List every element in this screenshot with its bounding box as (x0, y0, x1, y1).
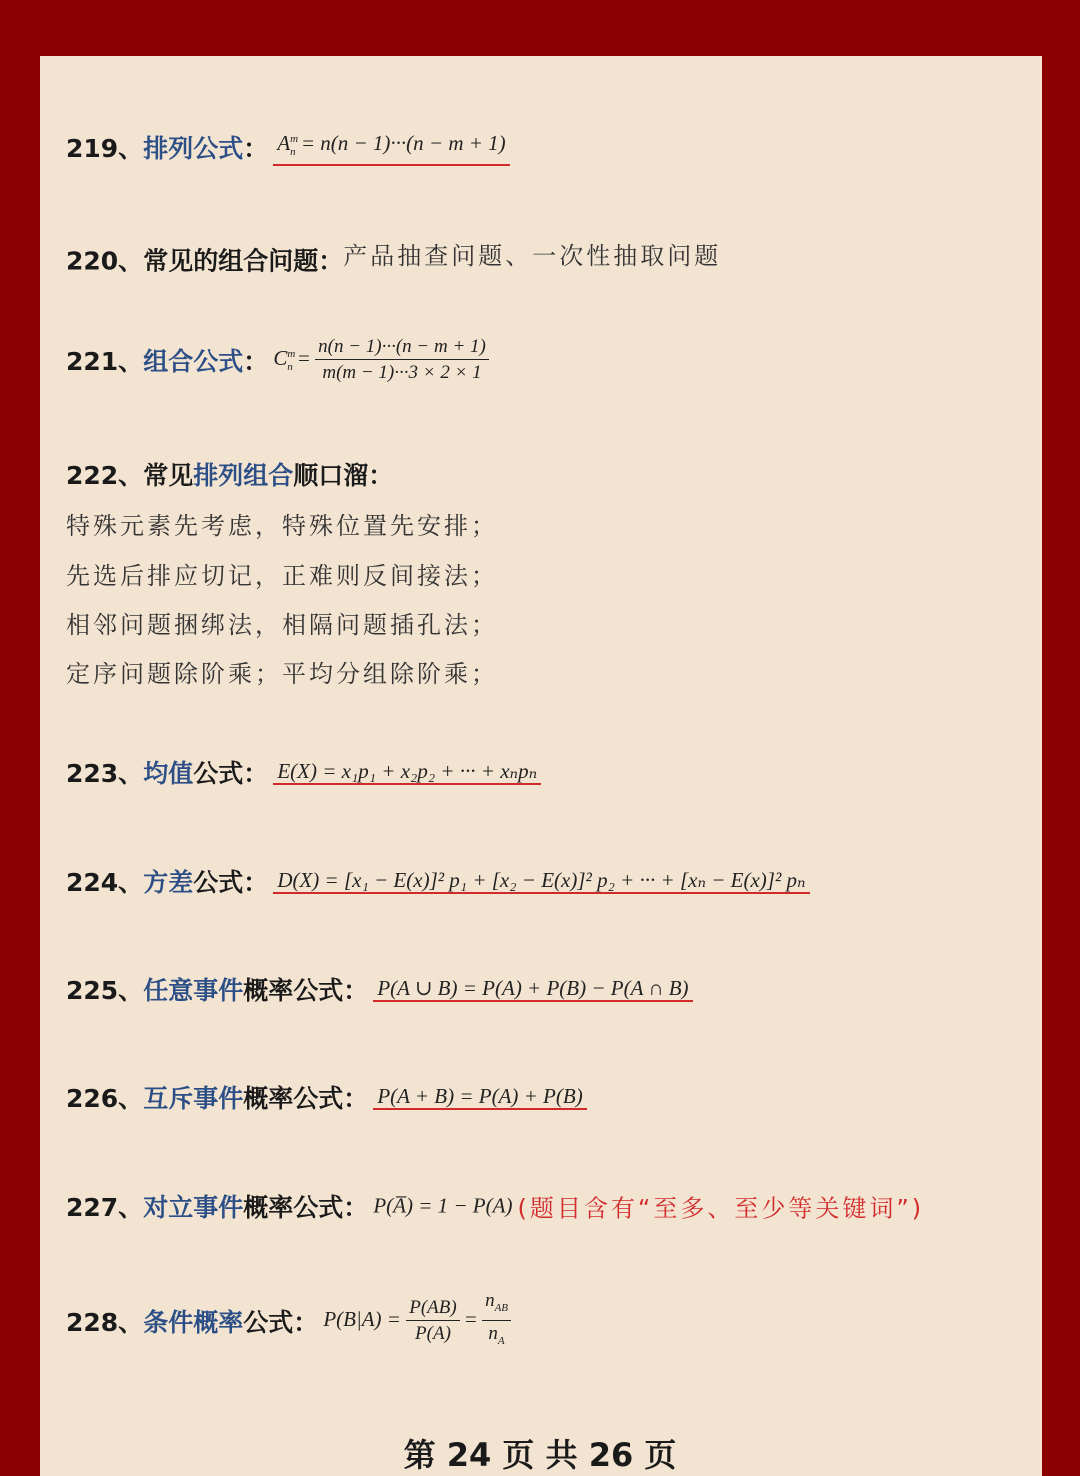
item-number: 228、 (66, 1307, 144, 1337)
fraction (315, 336, 489, 384)
item-label: 组合公式 (143, 347, 244, 376)
fraction-sub: A (497, 1334, 505, 1347)
item-224 (66, 863, 810, 899)
formula-text: P(A + B) = P(A) + P(B) (373, 1085, 586, 1110)
rhyme-line: 特殊元素先考虑，特殊位置先安排； (66, 512, 498, 540)
formula-rhs: = n(n − 1)···(n − m + 1) (300, 131, 506, 155)
rhyme-line: 定序问题除阶乘；平均分组除阶乘； (66, 660, 498, 688)
formula-text: P(A ∪ B) = P(A) + P(B) − P(A ∩ B) (373, 977, 692, 1002)
item-number: 219、 (66, 134, 144, 164)
formula-sup: m (287, 347, 296, 360)
item-label: 任意事件 (143, 976, 244, 1005)
formula (373, 1084, 586, 1108)
item-label-tail: 概率公式： (243, 1193, 369, 1222)
fraction-denominator: m(m − 1)···3 × 2 × 1 (322, 362, 482, 383)
formula-sub: n (290, 146, 296, 159)
formula (323, 1290, 511, 1347)
formula (273, 131, 509, 159)
formula-text: E(X) = x₁p₁ + x₂p₂ + ··· + xₙpₙ (273, 760, 541, 785)
item-label: 排列组合 (193, 461, 294, 490)
formula-symbol: C (273, 345, 288, 370)
page-footer: 第 24 页 共 26 页 (403, 1436, 677, 1474)
item-226 (66, 1079, 587, 1115)
item-number: 227、 (66, 1193, 144, 1222)
fraction-numerator (482, 1290, 511, 1321)
item-label-tail: 公式： (193, 759, 269, 788)
fraction-symbol: n (488, 1322, 498, 1344)
item-label: 方差 (143, 868, 194, 897)
fraction (482, 1290, 511, 1352)
fraction-symbol: n (485, 1290, 495, 1311)
item-label: 对立事件 (143, 1193, 244, 1222)
item-label-tail: 概率公式： (243, 1084, 369, 1113)
item-label: 常见的组合问题： (143, 246, 344, 276)
formula-eq: = (298, 345, 310, 370)
formula-symbol: A (277, 131, 291, 155)
formula-eq: = (464, 1306, 477, 1331)
formula (373, 976, 692, 1000)
item-label: 互斥事件 (143, 1084, 244, 1113)
formula (273, 868, 809, 892)
fraction-denominator: P(A) (415, 1322, 451, 1344)
item-label: 条件概率 (143, 1307, 244, 1337)
fraction-numerator: n(n − 1)···(n − m + 1) (315, 336, 489, 360)
item-label-tail: 概率公式： (243, 976, 369, 1005)
item-219 (66, 128, 510, 166)
item-label-head: 常见 (143, 461, 194, 490)
formula-note: (题目含有“至多、至少等关键词”) (517, 1194, 925, 1223)
item-number: 226、 (66, 1084, 144, 1113)
item-number: 224、 (66, 868, 144, 897)
item-228 (66, 1290, 511, 1352)
item-label: 排列公式 (143, 134, 244, 164)
item-text: 产品抽查问题、一次性抽取问题 (343, 242, 722, 270)
item-225 (66, 971, 693, 1007)
formula-text: D(X) = [x₁ − E(x)]² p₁ + [x₂ − E(x)]² p₂ + ··· + [xₙ − E(x)]² pₙ (273, 869, 809, 894)
item-227 (66, 1188, 924, 1224)
item-label-tail: 顺口溜： (293, 461, 394, 490)
rhyme-line: 相邻问题捆绑法，相隔问题插孔法； (66, 611, 498, 639)
fraction (406, 1297, 459, 1345)
item-label-tail: 公式： (193, 868, 269, 897)
formula: P(A̅) = 1 − P(A) (373, 1193, 513, 1218)
item-221 (66, 336, 489, 384)
item-222 (66, 456, 393, 492)
formula-sup: m (290, 133, 299, 145)
fraction-denominator (488, 1321, 504, 1352)
formula (273, 759, 541, 783)
item-label-tail: ： (243, 134, 269, 164)
item-220 (66, 236, 721, 278)
item-number: 223、 (66, 759, 144, 788)
item-label: 均值 (143, 759, 194, 788)
rhyme-line: 先选后排应切记，正难则反间接法； (66, 562, 498, 590)
item-label-tail: 公式： (243, 1307, 319, 1337)
fraction-numerator: P(AB) (406, 1297, 459, 1321)
item-number: 222、 (66, 461, 144, 490)
item-number: 225、 (66, 976, 144, 1005)
item-label-tail: ： (243, 347, 269, 376)
formula-sub: n (287, 361, 293, 373)
formula-lhs: P(B|A) = (323, 1306, 401, 1331)
fraction-sub: AB (494, 1301, 509, 1314)
item-number: 221、 (66, 347, 144, 376)
item-223 (66, 754, 541, 790)
item-number: 220、 (66, 246, 144, 276)
